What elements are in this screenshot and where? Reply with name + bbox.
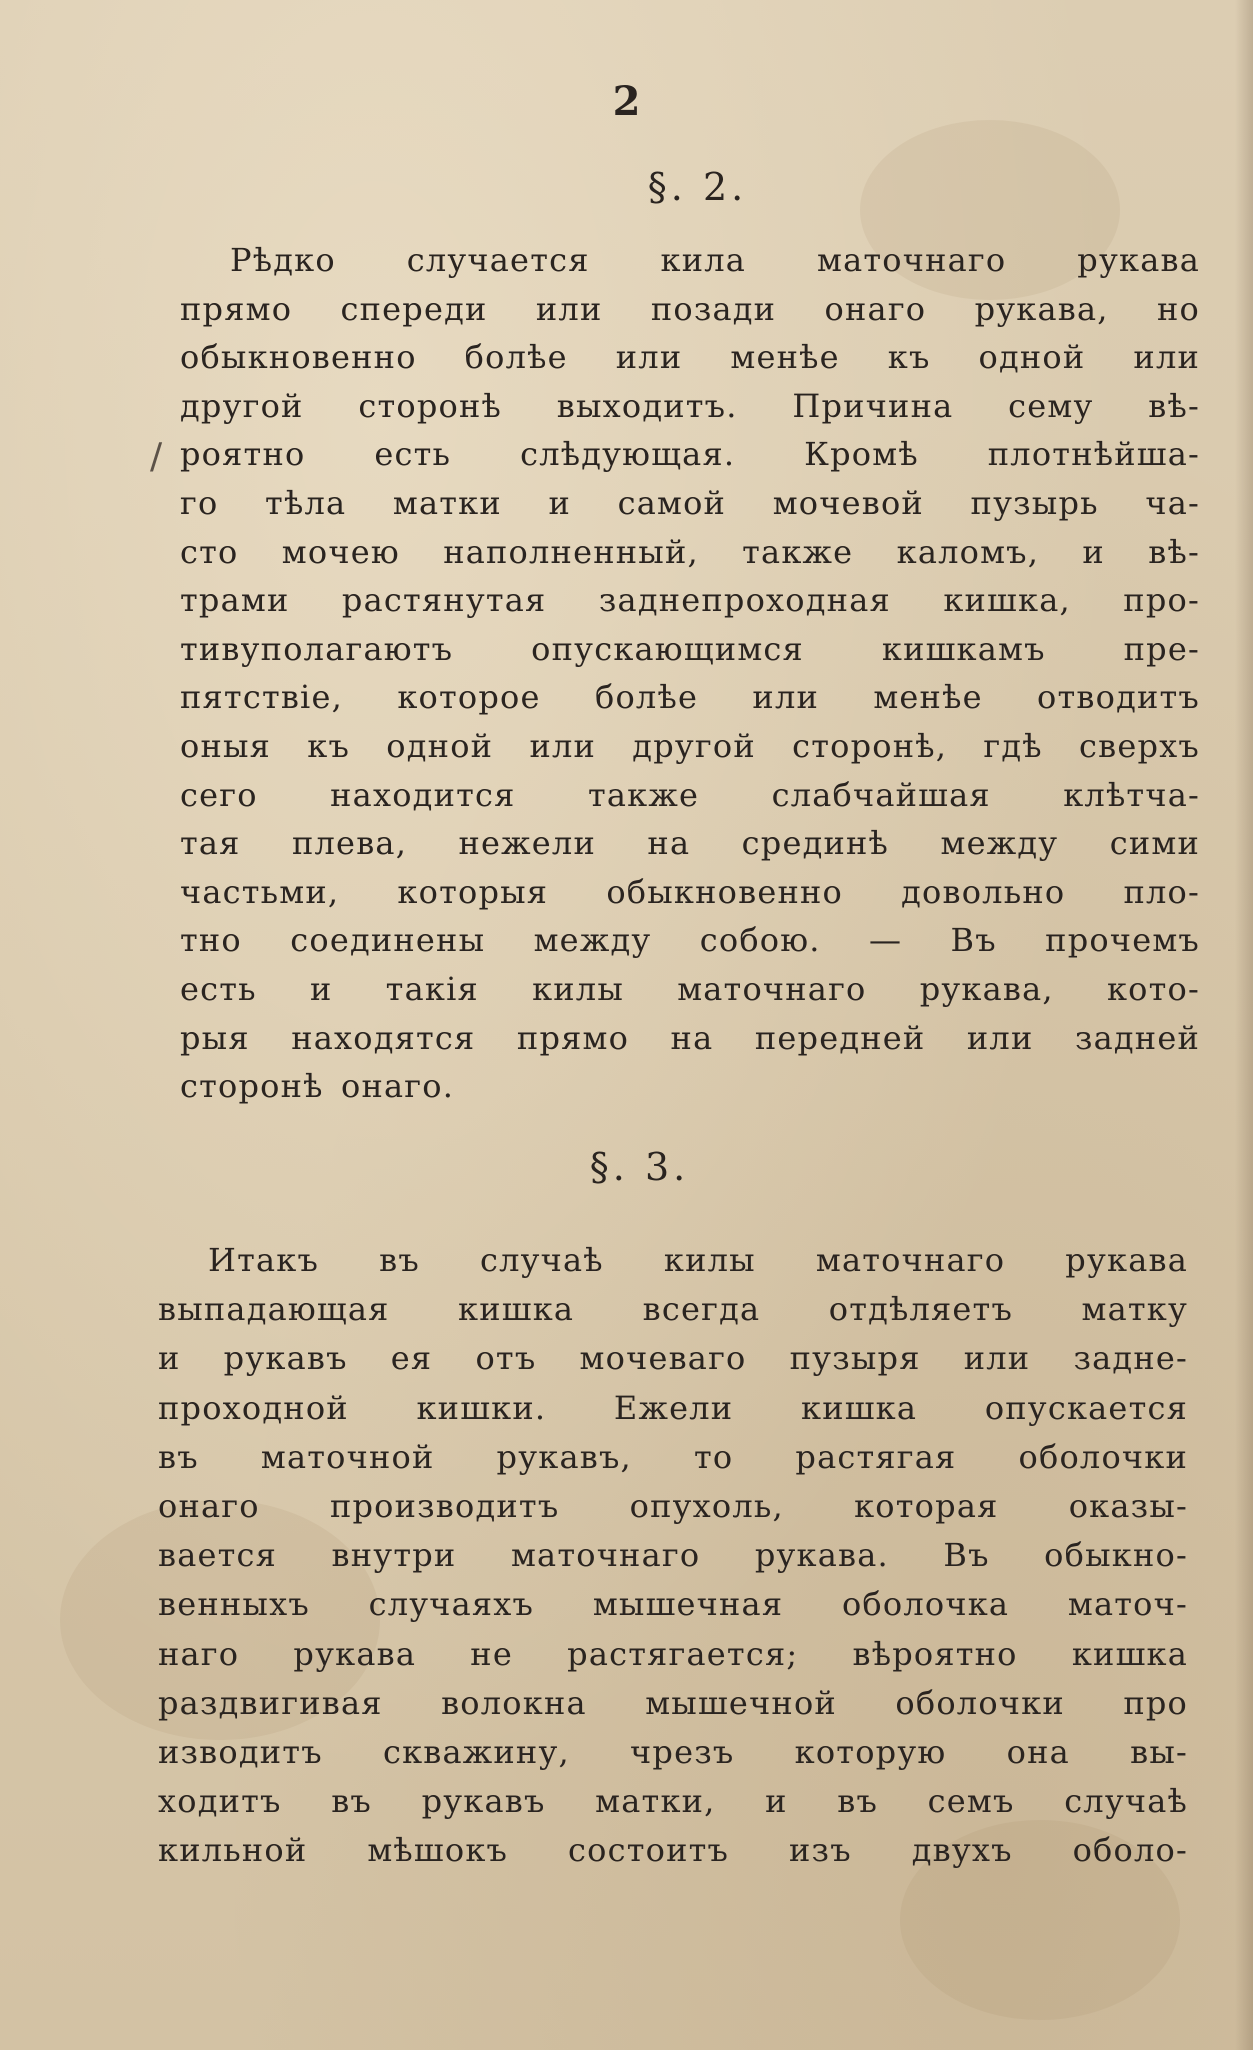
text-line: онаго производитъ опухоль, которая оказы- xyxy=(158,1486,1188,1525)
text-line: оныя къ одной или другой сторонѣ, гдѣ сверхъ xyxy=(180,726,1200,765)
text-line: венныхъ случаяхъ мышечная оболочка маточ- xyxy=(158,1585,1188,1624)
text-line: тая плева, нежели на срединѣ между сими xyxy=(180,824,1200,863)
text-line: трами растянутая заднепроходная кишка, про- xyxy=(180,581,1200,620)
text-line: пятствіе, которое болѣе или менѣе отводитъ xyxy=(180,678,1200,717)
text-line: Рѣдко случается кила маточнаго рукава xyxy=(230,241,1200,279)
text-line: раздвигивая волокна мышечной оболочки про xyxy=(158,1683,1188,1722)
text-line: проходной кишки. Ежели кишка опускается xyxy=(158,1388,1188,1427)
text-line: го тѣла матки и самой мочевой пузырь ча- xyxy=(180,483,1200,522)
page-number: 2 xyxy=(612,78,641,125)
text-line: частьми, которыя обыкновенно довольно пло- xyxy=(180,872,1200,911)
page-edge-shadow xyxy=(1235,0,1253,2050)
text-line: есть и такія килы маточнаго рукава, кото- xyxy=(180,969,1200,1008)
text-line: прямо спереди или позади онаго рукава, но xyxy=(180,289,1200,328)
section-heading: §. 2. xyxy=(647,165,748,209)
text-line: и рукавъ ея отъ мочеваго пузыря или задне- xyxy=(158,1339,1188,1378)
section-heading: §. 3. xyxy=(589,1145,690,1189)
text-line: выпадающая кишка всегда отдѣляетъ матку xyxy=(158,1290,1188,1329)
paragraph-section-2 xyxy=(180,236,1200,1111)
text-line: ходитъ въ рукавъ матки, и въ семъ случаѣ xyxy=(158,1782,1188,1821)
paragraph-section-3 xyxy=(158,1236,1188,1875)
text-line: кильной мѣшокъ состоитъ изъ двухъ оболо- xyxy=(158,1831,1188,1870)
text-line: рыя находятся прямо на передней или задней xyxy=(180,1018,1200,1057)
text-line: другой сторонѣ выходитъ. Причина сему вѣ- xyxy=(180,386,1200,425)
text-line: сторонѣ онаго. xyxy=(180,1067,455,1106)
text-line: роятно есть слѣдующая. Кромѣ плотнѣйша- xyxy=(180,435,1200,474)
text-line: наго рукава не растягается; вѣроятно кишка xyxy=(158,1634,1188,1673)
text-line: сего находится также слабчайшая клѣтча- xyxy=(180,775,1200,814)
text-line: Итакъ въ случаѣ килы маточнаго рукава xyxy=(208,1241,1188,1279)
text-line: тивуполагаютъ опускающимся кишкамъ пре- xyxy=(180,629,1200,668)
margin-mark: / xyxy=(150,436,163,477)
text-line: сто мочею наполненный, также каломъ, и вѣ- xyxy=(180,532,1200,571)
text-line: въ маточной рукавъ, то растягая оболочки xyxy=(158,1437,1188,1476)
text-line: обыкновенно болѣе или менѣе къ одной или xyxy=(180,338,1200,377)
text-line: тно соединены между собою. — Въ прочемъ xyxy=(180,921,1200,960)
text-line: изводитъ скважину, чрезъ которую она вы- xyxy=(158,1732,1188,1771)
text-line: вается внутри маточнаго рукава. Въ обыкно- xyxy=(158,1536,1188,1575)
